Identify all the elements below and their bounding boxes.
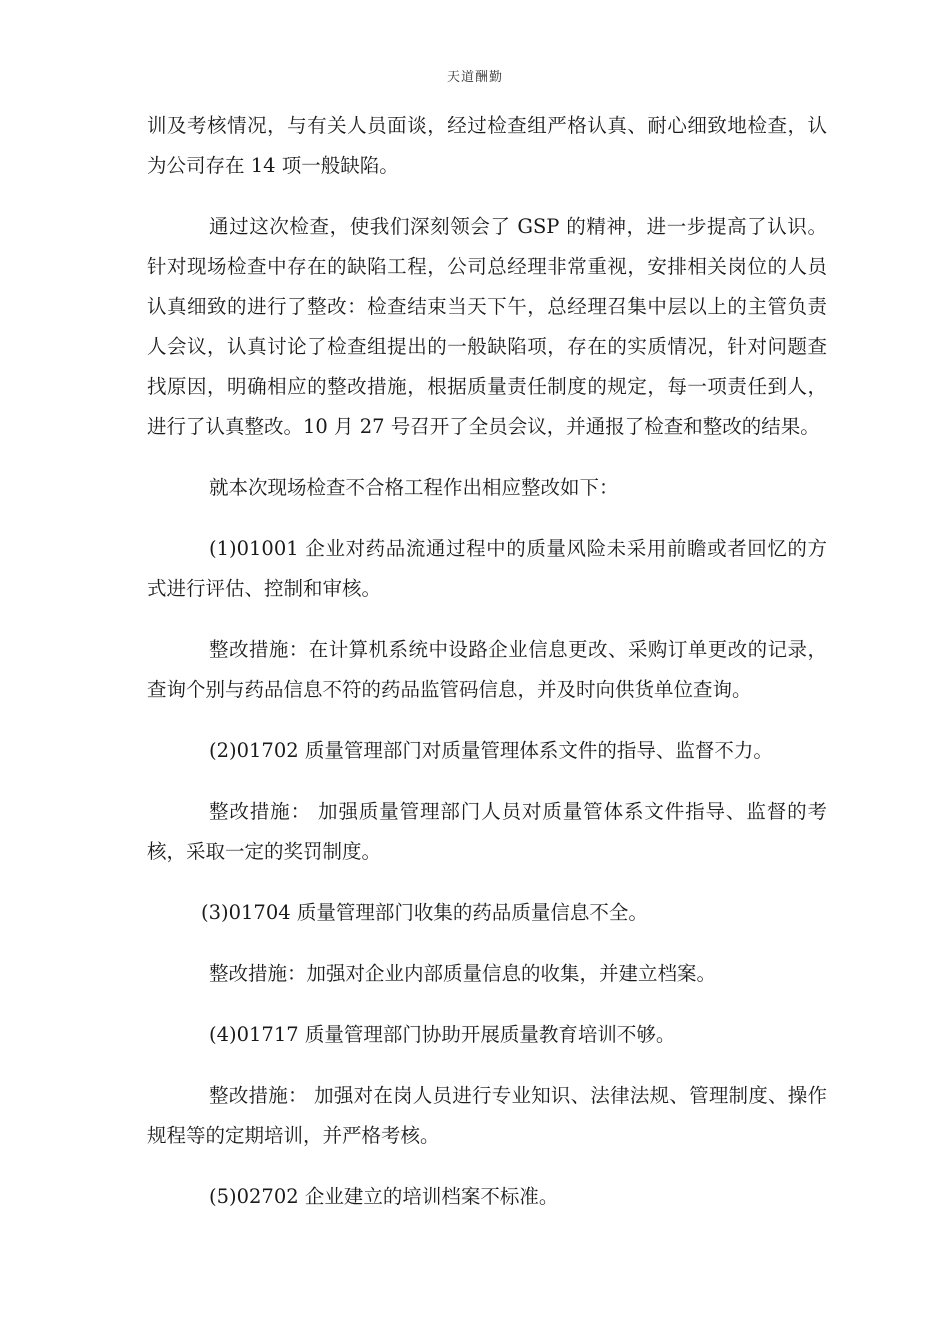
item-5-defect: (5)02702 企业建立的培训档案不标准。 (209, 1185, 559, 1208)
paragraph-rectification-intro: 就本次现场检查不合格工程作出相应整改如下： (209, 476, 619, 499)
paragraph-inspection-summary: 通过这次检查，使我们深刻领会了 GSP 的精神，进一步提高了认识。针对现场检查中存在的缺陷工程，公司总经理非常重视，安排相关岗位的人员认真细致的进行了整改：检查结束当天下午，总经理召集中层以上的主管负责人会议，认真讨论了检查组提出的一般缺陷项，存在的实质情况，针对问题查找原因，明确相应的整改措施，根据质量责任制度的规定，每一项责任到人，进行了认真整改。10 月 27 号召开了全员会议，并通报了检查和整改的结果。 (147, 215, 827, 438)
item-4-defect: (4)01717 质量管理部门协助开展质量教育培训不够。 (209, 1023, 676, 1046)
page-header: 天道酬勤 (446, 70, 503, 85)
item-3-measure: 整改措施：加强对企业内部质量信息的收集，并建立档案。 (209, 962, 717, 985)
item-2-measure: 整改措施： 加强质量管理部门人员对质量管体系文件指导、监督的考核，采取一定的奖罚制度。 (147, 800, 827, 863)
item-1-measure: 整改措施：在计算机系统中设路企业信息更改、采购订单更改的记录，查询个别与药品信息不符的药品监管码信息，并及时向供货单位查询。 (147, 638, 827, 701)
item-2-defect: (2)01702 质量管理部门对质量管理体系文件的指导、监督不力。 (209, 739, 773, 762)
item-4-measure: 整改措施： 加强对在岗人员进行专业知识、法律法规、管理制度、操作规程等的定期培训，并严格考核。 (147, 1084, 827, 1147)
item-1-defect: (1)01001 企业对药品流通过程中的质量风险未采用前瞻或者回忆的方式进行评估、控制和审核。 (147, 537, 827, 600)
item-3-defect: (3)01704 质量管理部门收集的药品质量信息不全。 (201, 901, 648, 924)
document-body (147, 106, 827, 1238)
paragraph-continuation: 训及考核情况，与有关人员面谈，经过检查组严格认真、耐心细致地检查，认为公司存在 14 项一般缺陷。 (147, 114, 827, 177)
